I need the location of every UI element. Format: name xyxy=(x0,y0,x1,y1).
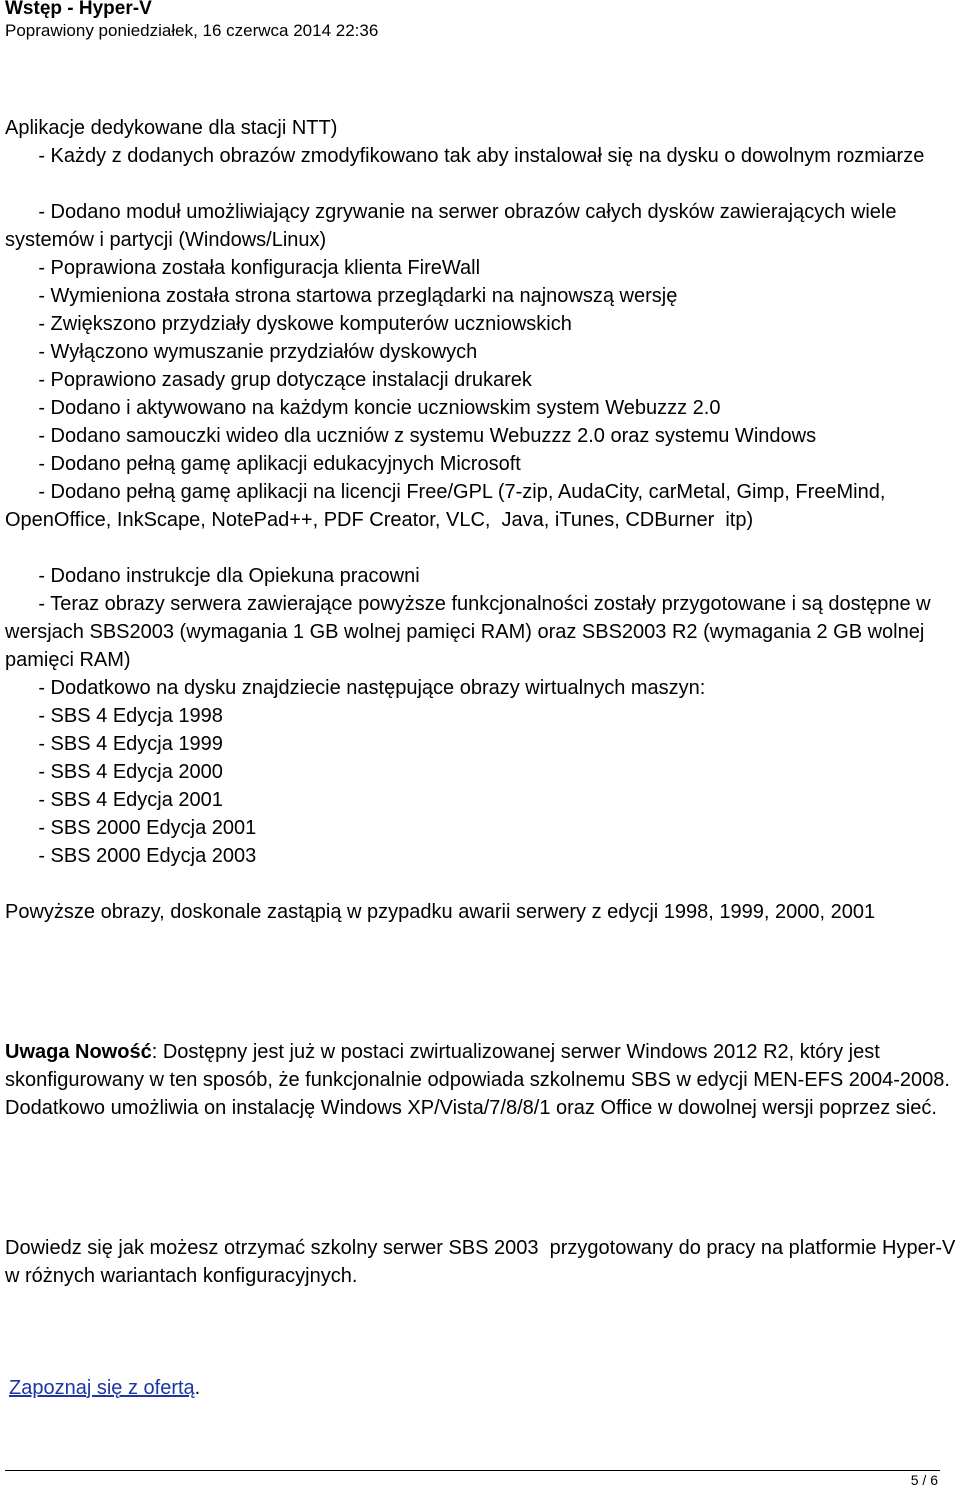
list-item: - Wyłączono wymuszanie przydziałów dyskowych xyxy=(5,341,478,363)
page-number: 5 / 6 xyxy=(910,1472,938,1488)
list-intro: Aplikacje dedykowane dla stacji NTT) xyxy=(5,117,338,139)
vm-item: - SBS 4 Edycja 2000 xyxy=(5,761,223,783)
revision-date: Poprawiony poniedziałek, 16 czerwca 2014 22:36 xyxy=(5,21,379,40)
page-title: Wstęp - Hyper-V xyxy=(5,0,152,19)
list-item: - Dodano pełną gamę aplikacji edukacyjnych Microsoft xyxy=(5,453,521,475)
offer-line xyxy=(9,1374,961,1402)
offer-link-suffix: . xyxy=(194,1377,201,1399)
footer-divider xyxy=(5,1470,940,1471)
list-item: - Poprawiona została konfiguracja klienta FireWall xyxy=(5,257,481,279)
note-label: Uwaga Nowość xyxy=(5,1041,152,1063)
note-text: : Dostępny jest już w postaci zwirtualizowanej serwer Windows 2012 R2, który jest skonfigurowany w ten sposób, że funkcjonalnie odpowiada szkolnemu SBS w edycji MEN-EFS 2004-2008. Dodatkowo umożliwia on instalację Windows XP/Vista/7/8/8/1 oraz Office w dowolnej wersji poprzez sieć. xyxy=(5,1041,956,1119)
list-item: - Wymieniona została strona startowa przeglądarki na najnowszą wersję xyxy=(5,285,678,307)
list-item: - Dodatkowo na dysku znajdziecie następujące obrazy wirtualnych maszyn: xyxy=(5,677,706,699)
list-item: - Zwiększono przydziały dyskowe komputerów uczniowskich xyxy=(5,313,572,335)
vm-item: - SBS 4 Edycja 1998 xyxy=(5,705,223,727)
list-item: - Dodano instrukcje dla Opiekuna pracowni xyxy=(5,565,420,587)
list-item: - Dodano i aktywowano na każdym koncie uczniowskim system Webuzzz 2.0 xyxy=(5,397,721,419)
offer-link[interactable]: Zapoznaj się z ofertą xyxy=(9,1377,195,1399)
note-paragraph xyxy=(5,1038,957,1122)
list-item: - Każdy z dodanych obrazów zmodyfikowano tak aby instalował się na dysku o dowolnym rozmiarze xyxy=(5,145,925,167)
vm-item: - SBS 4 Edycja 2001 xyxy=(5,789,223,811)
vm-item: - SBS 2000 Edycja 2003 xyxy=(5,845,257,867)
list-item: - Dodano moduł umożliwiający zgrywanie na serwer obrazów całych dysków zawierających wiele systemów i partycji (Windows/Linux) xyxy=(5,201,903,251)
list-item: - Dodano pełną gamę aplikacji na licencji Free/GPL (7-zip, AudaCity, carMetal, Gimp, FreeMind, OpenOffice, InkScape, NotePad++, PDF Creator, VLC, Java, iTunes, CDBurner itp) xyxy=(5,481,891,531)
vm-item: - SBS 4 Edycja 1999 xyxy=(5,733,223,755)
list-item: - Dodano samouczki wideo dla uczniów z systemu Webuzzz 2.0 oraz systemu Windows xyxy=(5,425,817,447)
vm-item: - SBS 2000 Edycja 2001 xyxy=(5,817,257,839)
summary-paragraph: Powyższe obrazy, doskonale zastąpią w pzypadku awarii serwery z edycji 1998, 1999, 2000, 2001 xyxy=(5,901,876,923)
list-item: - Teraz obrazy serwera zawierające powyższe funkcjonalności zostały przygotowane i są dostępne w wersjach SBS2003 (wymagania 1 GB wolnej pamięci RAM) oraz SBS2003 R2 (wymagania 2 GB wolnej pamięci RAM) xyxy=(5,593,937,671)
info-paragraph: Dowiedz się jak możesz otrzymać szkolny serwer SBS 2003 przygotowany do pracy na platformie Hyper-V w różnych wariantach konfiguracyjnych. xyxy=(5,1237,961,1287)
list-item: - Poprawiono zasady grup dotyczące instalacji drukarek xyxy=(5,369,532,391)
